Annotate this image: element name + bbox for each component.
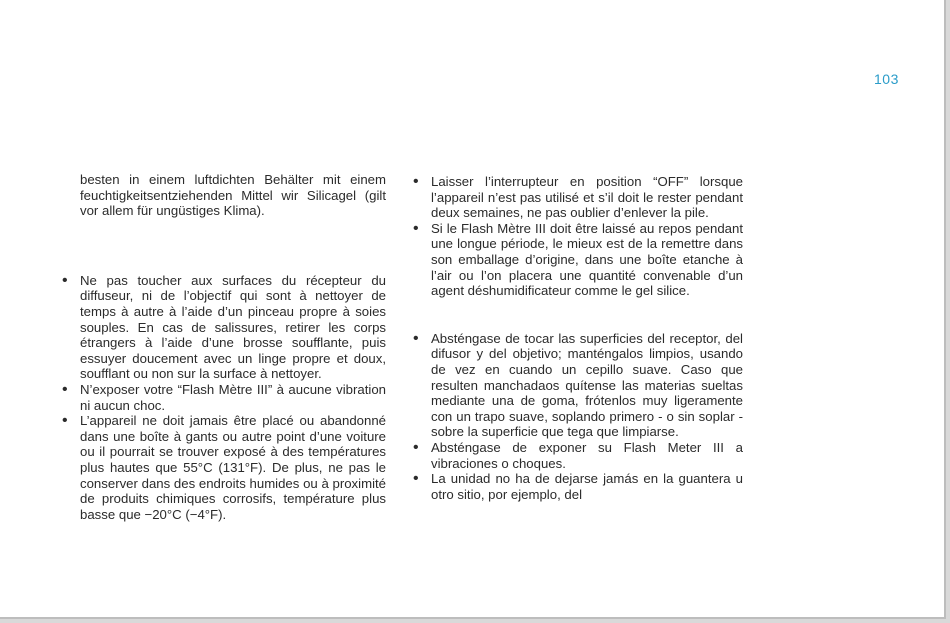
bullet-item: [413, 470, 743, 502]
bullet-text: Absténgase de exponer su Flash Meter III a vibraciones o choques.: [431, 439, 743, 471]
bullet-icon: •: [62, 412, 68, 430]
bullet-text: Absténgase de tocar las superficies del receptor, del difusor y del objetivo; manténgalos limpios, usando de vez en cuando un cepillo suave. Caso que resulten manchadaos quítense las materias sueltas mediante una de goma, frótenlos muy ligeramente con un trapo suave, soplando primero - o sin soplar - sobre la superficie que tega que limpiarse.: [431, 330, 743, 440]
bullet-icon: •: [413, 173, 419, 190]
right-column: [413, 173, 743, 502]
bullet-item: [413, 329, 743, 440]
bullet-item: [62, 412, 386, 522]
bullet-icon: •: [413, 438, 419, 456]
bullet-icon: •: [413, 219, 419, 237]
bullet-text: N’exposer votre “Flash Mètre III” à aucune vibration ni aucun choc.: [80, 381, 386, 413]
bullet-text: Ne pas toucher aux surfaces du récepteur du diffuseur, ni de l’objectif qui sont à nettoyer de temps à autre à l’aide d’un pinceau propre à soies souples. En cas de salissures, retirer les corps étrangers à l’aide d’une brosse soufflante, puis essuyer doucement avec un linge propre et doux, soufflant ou non sur la surface à nettoyer.: [80, 272, 386, 382]
bullet-text: L’appareil ne doit jamais être placé ou abandonné dans une boîte à gants ou autre point d’une voiture ou il pourrait se trouver exposé à des températures plus hautes que 55°C (131°F). De plus, ne pas le conserver dans des endroits humides ou à proximité de produits chimiques corrosifs, température plus basse que −20°C (−4°F).: [80, 413, 386, 522]
german-continuation-paragraph: besten in einem luftdichten Behälter mit einem feuchtigkeitsentziehenden Mittel wir Silicagel (gilt vor allem für ungüstiges Klima).: [80, 172, 386, 219]
bullet-icon: •: [62, 380, 68, 398]
bullet-item: [62, 271, 386, 382]
bullet-icon: •: [62, 271, 68, 289]
bullet-icon: •: [413, 329, 419, 347]
bullet-item: [413, 438, 743, 471]
page-number: 103: [874, 71, 899, 87]
bullet-item: [62, 380, 386, 413]
bullet-text: Laisser l’interrupteur en position “OFF” lorsque l’appareil n’est pas utilisé et s’il doit le rester pendant deux semaines, ne pas oublier d’enlever la pile.: [431, 174, 743, 221]
left-column: [62, 172, 386, 522]
bullet-item: [413, 219, 743, 299]
bullet-text: Si le Flash Mètre III doit être laissé au repos pendant une longue période, le mieux est de la remettre dans son emballage d’origine, dans une boîte etanche à l’air ou l’on placera une quantité convenable d’un agent déshumidificateur comme le gel silice.: [431, 220, 743, 299]
bullet-text: La unidad no ha de dejarse jamás en la guantera u otro sitio, por ejemplo, del: [431, 471, 743, 502]
bullet-item: [413, 173, 743, 221]
bullet-icon: •: [413, 470, 419, 488]
